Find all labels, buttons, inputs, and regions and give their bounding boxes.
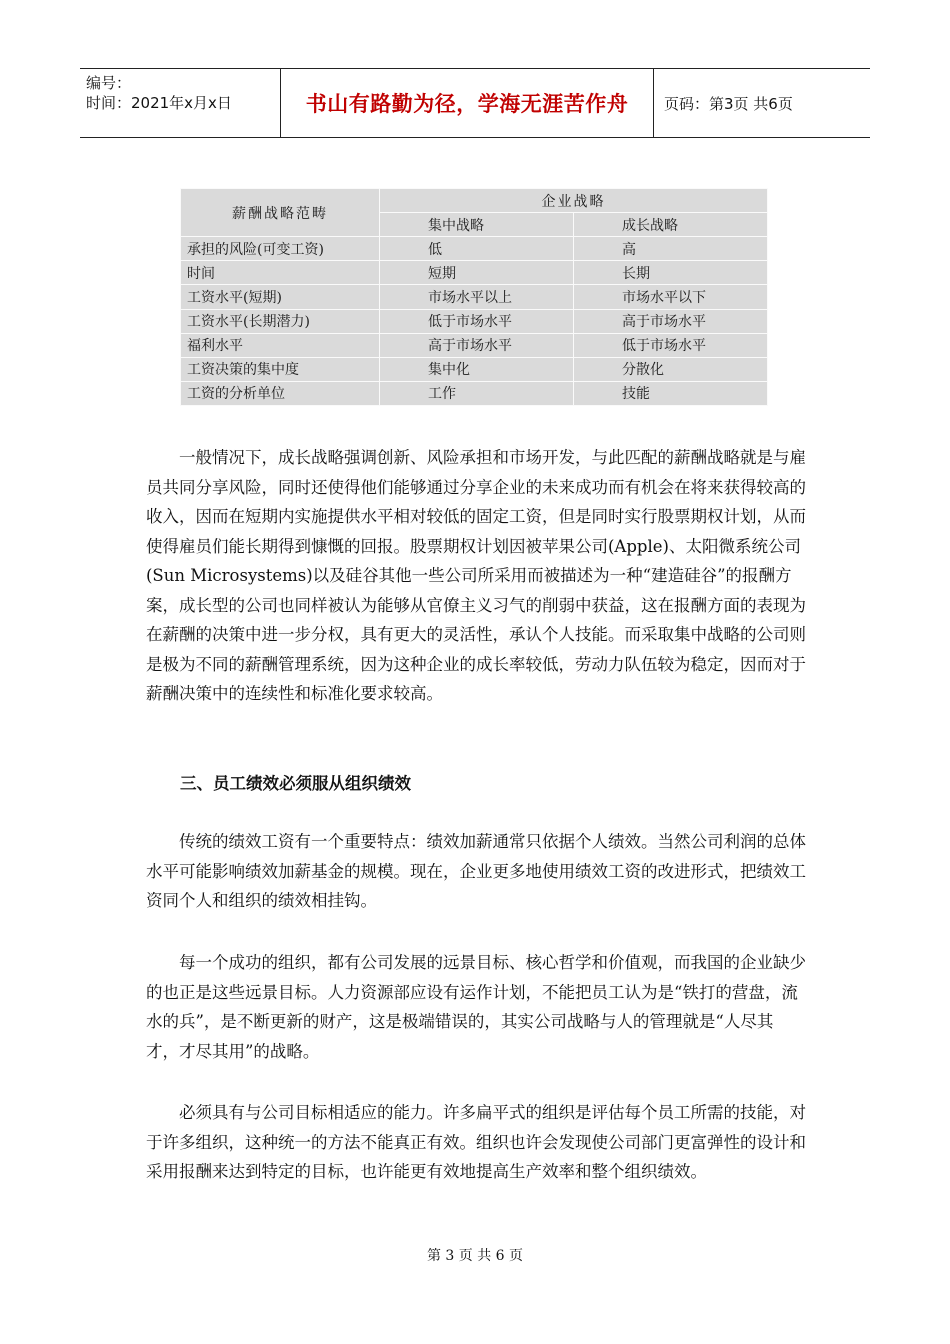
table-row — [181, 333, 768, 357]
section-heading-3: 三、员工绩效必须服从组织绩效 — [180, 774, 411, 793]
salary-strategy-table-image — [180, 188, 768, 406]
row-growth-value: 市场水平以下 — [574, 285, 768, 309]
header-page-code: 页码：第3页 共6页 — [664, 94, 793, 113]
row-label: 工资水平(短期) — [181, 285, 380, 309]
table-row — [181, 381, 768, 405]
table-row — [181, 285, 768, 309]
header-meta — [80, 69, 280, 137]
row-label: 时间 — [181, 261, 380, 285]
row-label: 承担的风险(可变工资) — [181, 237, 380, 261]
row-growth-value: 高 — [574, 237, 768, 261]
table-row — [181, 237, 768, 261]
row-focus-value: 高于市场水平 — [380, 333, 574, 357]
page-footer: 第 3 页 共 6 页 — [426, 1248, 524, 1264]
paragraph-vision: 每一个成功的组织，都有公司发展的远景目标、核心哲学和价值观，而我国的企业缺少的也正是这些远景目标。人力资源部应设有运作计划，不能把员工认为是“铁打的营盘，流水的兵”，是不断更新的财产，这是极端错误的，其实公司战略与人的管理就是“人尽其才，才尽其用”的战略。 — [146, 953, 806, 1061]
row-label: 福利水平 — [181, 333, 380, 357]
row-focus-value: 集中化 — [380, 357, 574, 381]
row-growth-value: 低于市场水平 — [574, 333, 768, 357]
table-header-group: 企业战略 — [380, 189, 768, 213]
row-growth-value: 分散化 — [574, 357, 768, 381]
table-row — [181, 357, 768, 381]
row-growth-value: 技能 — [574, 381, 768, 405]
table-header-growth: 成长战略 — [574, 213, 768, 237]
doc-number-label: 编号： — [86, 74, 132, 92]
row-label: 工资的分析单位 — [181, 381, 380, 405]
table-row — [181, 309, 768, 333]
row-focus-value: 市场水平以上 — [380, 285, 574, 309]
row-label: 工资决策的集中度 — [181, 357, 380, 381]
row-focus-value: 工作 — [380, 381, 574, 405]
row-focus-value: 低 — [380, 237, 574, 261]
row-growth-value: 长期 — [574, 261, 768, 285]
table-header-row — [181, 189, 768, 213]
table-row — [181, 261, 768, 285]
doc-time-label: 时间：2021年x月x日 — [86, 94, 232, 112]
row-focus-value: 低于市场水平 — [380, 309, 574, 333]
row-growth-value: 高于市场水平 — [574, 309, 768, 333]
row-focus-value: 短期 — [380, 261, 574, 285]
table-header-category: 薪酬战略范畴 — [181, 189, 380, 237]
paragraph-performance-pay: 传统的绩效工资有一个重要特点：绩效加薪通常只依据个人绩效。当然公司利润的总体水平可能影响绩效加薪基金的规模。现在，企业更多地使用绩效工资的改进形式，把绩效工资同个人和组织的绩效相挂钩。 — [146, 832, 806, 910]
paragraph-growth-strategy: 一般情况下，成长战略强调创新、风险承担和市场开发，与此匹配的薪酬战略就是与雇员共同分享风险，同时还使得他们能够通过分享企业的未来成功而有机会在将来获得较高的收入，因而在短期内实施提供水平相对较低的固定工资，但是同时实行股票期权计划，从而使得雇员们能长期得到慷慨的回报。股票期权计划因被苹果公司(Apple)、太阳微系统公司(Sun Microsystems)以及硅谷其他一些公司所采用而被描述为一种“建造硅谷”的报酬方案，成长型的公司也同样被认为能够从官僚主义习气的削弱中获益，这在报酬方面的表现为在薪酬的决策中进一步分权，具有更大的灵活性，承认个人技能。而采取集中战略的公司则是极为不同的薪酬管理系统，因为这种企业的成长率较低，劳动力队伍较为稳定，因而对于薪酬决策中的连续性和标准化要求较高。 — [146, 448, 806, 703]
paragraph-capability: 必须具有与公司目标相适应的能力。许多扁平式的组织是评估每个员工所需的技能，对于许多组织，这种统一的方法不能真正有效。组织也许会发现使公司部门更富弹性的设计和采用报酬来达到特定的目标，也许能更有效地提高生产效率和整个组织绩效。 — [146, 1103, 806, 1181]
row-label: 工资水平(长期潜力) — [181, 309, 380, 333]
header-motto: 书山有路勤为径，学海无涯苦作舟 — [280, 69, 654, 137]
salary-strategy-table — [180, 188, 768, 406]
table-header-focus: 集中战略 — [380, 213, 574, 237]
page-header — [80, 68, 870, 138]
